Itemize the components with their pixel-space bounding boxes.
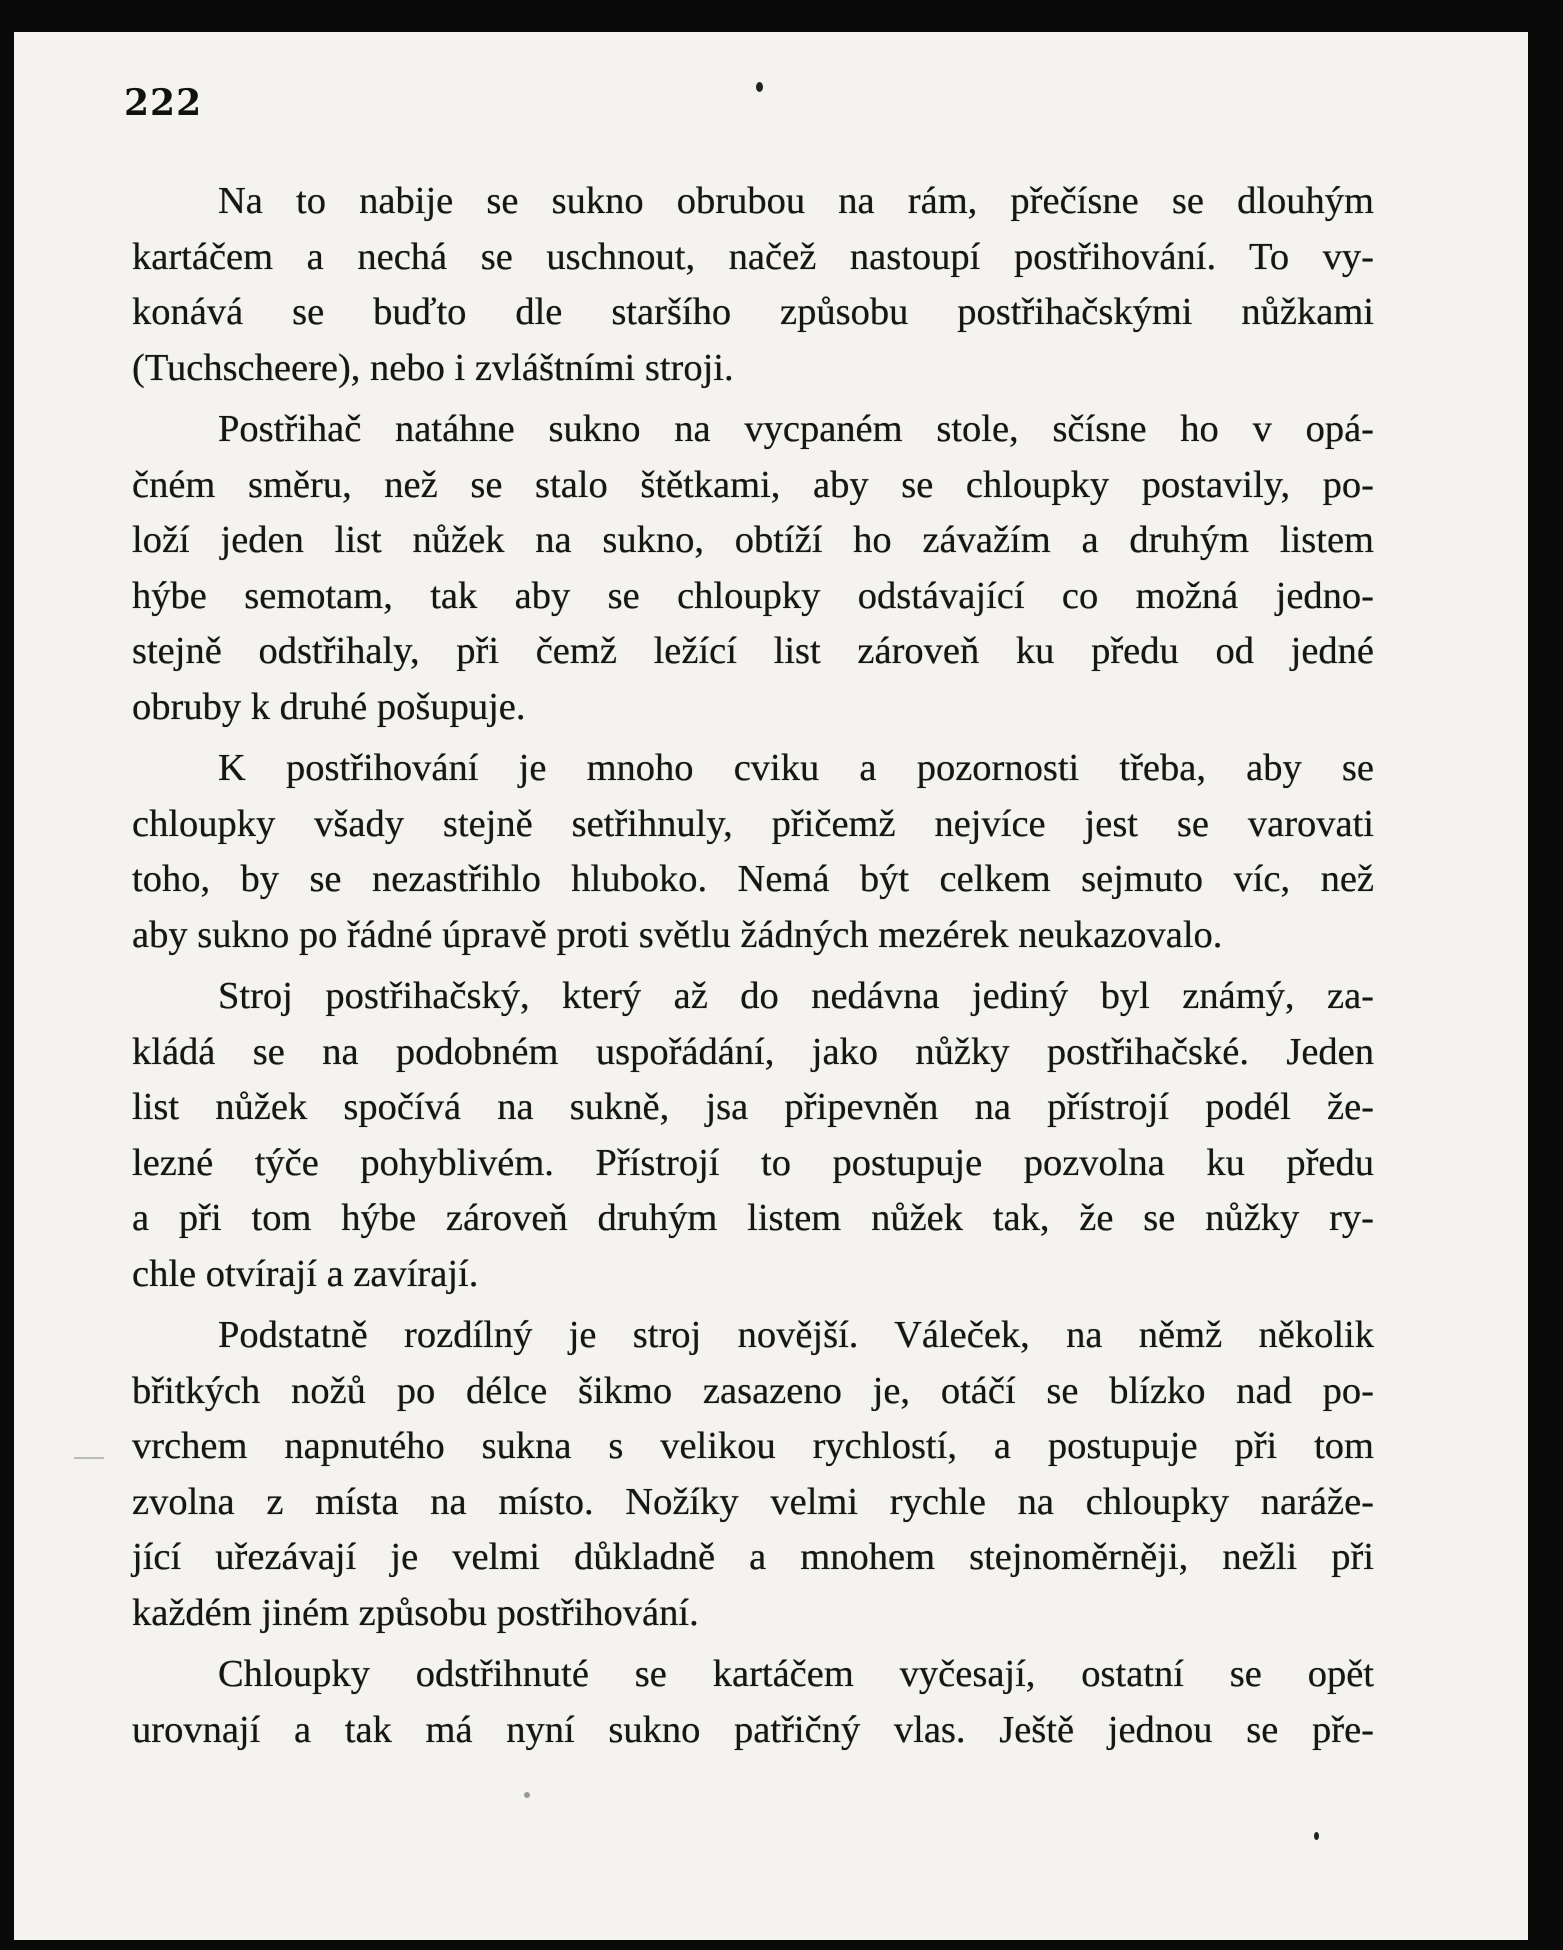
text-line: aby sukno po řádné úpravě proti světlu žádných mezérek neukazovalo.: [132, 913, 1223, 956]
paragraph-1: [132, 174, 1374, 396]
text-line: Postřihač natáhne sukno na vycpaném stole, sčísne ho v opá-: [218, 408, 1374, 450]
text-line: Na to nabije se sukno obrubou na rám, přečísne se dlouhým: [218, 180, 1374, 222]
scan-speck: [756, 82, 763, 92]
book-page: [14, 32, 1528, 1940]
text-line: čném směru, než se stalo štětkami, aby se chloupky postavily, po-: [132, 463, 1374, 506]
text-line: K postřihování je mnoho cviku a pozornosti třeba, aby se: [218, 747, 1374, 789]
text-line: břitkých nožů po délce šikmo zasazeno je, otáčí se blízko nad po-: [132, 1369, 1374, 1412]
paragraph-3: [132, 741, 1374, 963]
scan-speck: [1314, 1832, 1319, 1840]
paragraph-2: [132, 402, 1374, 735]
text-line: kládá se na podobném uspořádání, jako nůžky postřihačské. Jeden: [132, 1030, 1374, 1073]
text-line: Podstatně rozdílný je stroj novější. Váleček, na němž několik: [218, 1314, 1374, 1356]
text-line: vrchem napnutého sukna s velikou rychlostí, a postupuje při tom: [132, 1425, 1374, 1467]
text-line: a při tom hýbe zároveň druhým listem nůžek tak, že se nůžky ry-: [132, 1197, 1374, 1239]
text-line: Chloupky odstřihnuté se kartáčem vyčesají, ostatní se opět: [218, 1653, 1374, 1695]
page-number: 222: [124, 82, 203, 124]
body-text: [132, 174, 1374, 1764]
text-line: (Tuchscheere), nebo i zvláštními stroji.: [132, 346, 734, 389]
text-line: lezné týče pohyblivém. Přístrojí to postupuje pozvolna ku předu: [132, 1141, 1374, 1184]
text-line: toho, by se nezastřihlo hluboko. Nemá být celkem sejmuto víc, než: [132, 858, 1374, 900]
text-line: každém jiném způsobu postřihování.: [132, 1591, 699, 1634]
paragraph-6: [132, 1647, 1374, 1758]
scan-edge-mark: [74, 1457, 104, 1459]
text-line: Stroj postřihačský, který až do nedávna jediný byl známý, za-: [218, 975, 1374, 1017]
text-line: urovnají a tak má nyní sukno patřičný vlas. Ještě jednou se pře-: [132, 1708, 1374, 1751]
text-line: obruby k druhé pošupuje.: [132, 685, 526, 728]
scan-speck: [524, 1792, 530, 1798]
paragraph-5: [132, 1308, 1374, 1641]
text-line: stejně odstřihaly, při čemž ležící list zároveň ku předu od jedné: [132, 630, 1374, 672]
text-line: hýbe semotam, tak aby se chloupky odstávající co možná jedno-: [132, 574, 1374, 617]
text-line: chle otvírají a zavírají.: [132, 1252, 479, 1295]
text-line: jící uřezávají je velmi důkladně a mnohem stejnoměrněji, nežli při: [132, 1536, 1374, 1578]
paragraph-4: [132, 969, 1374, 1302]
text-line: chloupky všady stejně setřihnuly, přičemž nejvíce jest se varovati: [132, 802, 1374, 845]
text-line: loží jeden list nůžek na sukno, obtíží ho závažím a druhým listem: [132, 519, 1374, 561]
text-line: list nůžek spočívá na sukně, jsa připevněn na přístrojí podél že-: [132, 1086, 1374, 1128]
text-line: konává se buďto dle staršího způsobu postřihačskými nůžkami: [132, 291, 1374, 333]
text-line: zvolna z místa na místo. Nožíky velmi rychle na chloupky naráže-: [132, 1480, 1374, 1523]
text-line: kartáčem a nechá se uschnout, načež nastoupí postřihování. To vy-: [132, 235, 1374, 278]
